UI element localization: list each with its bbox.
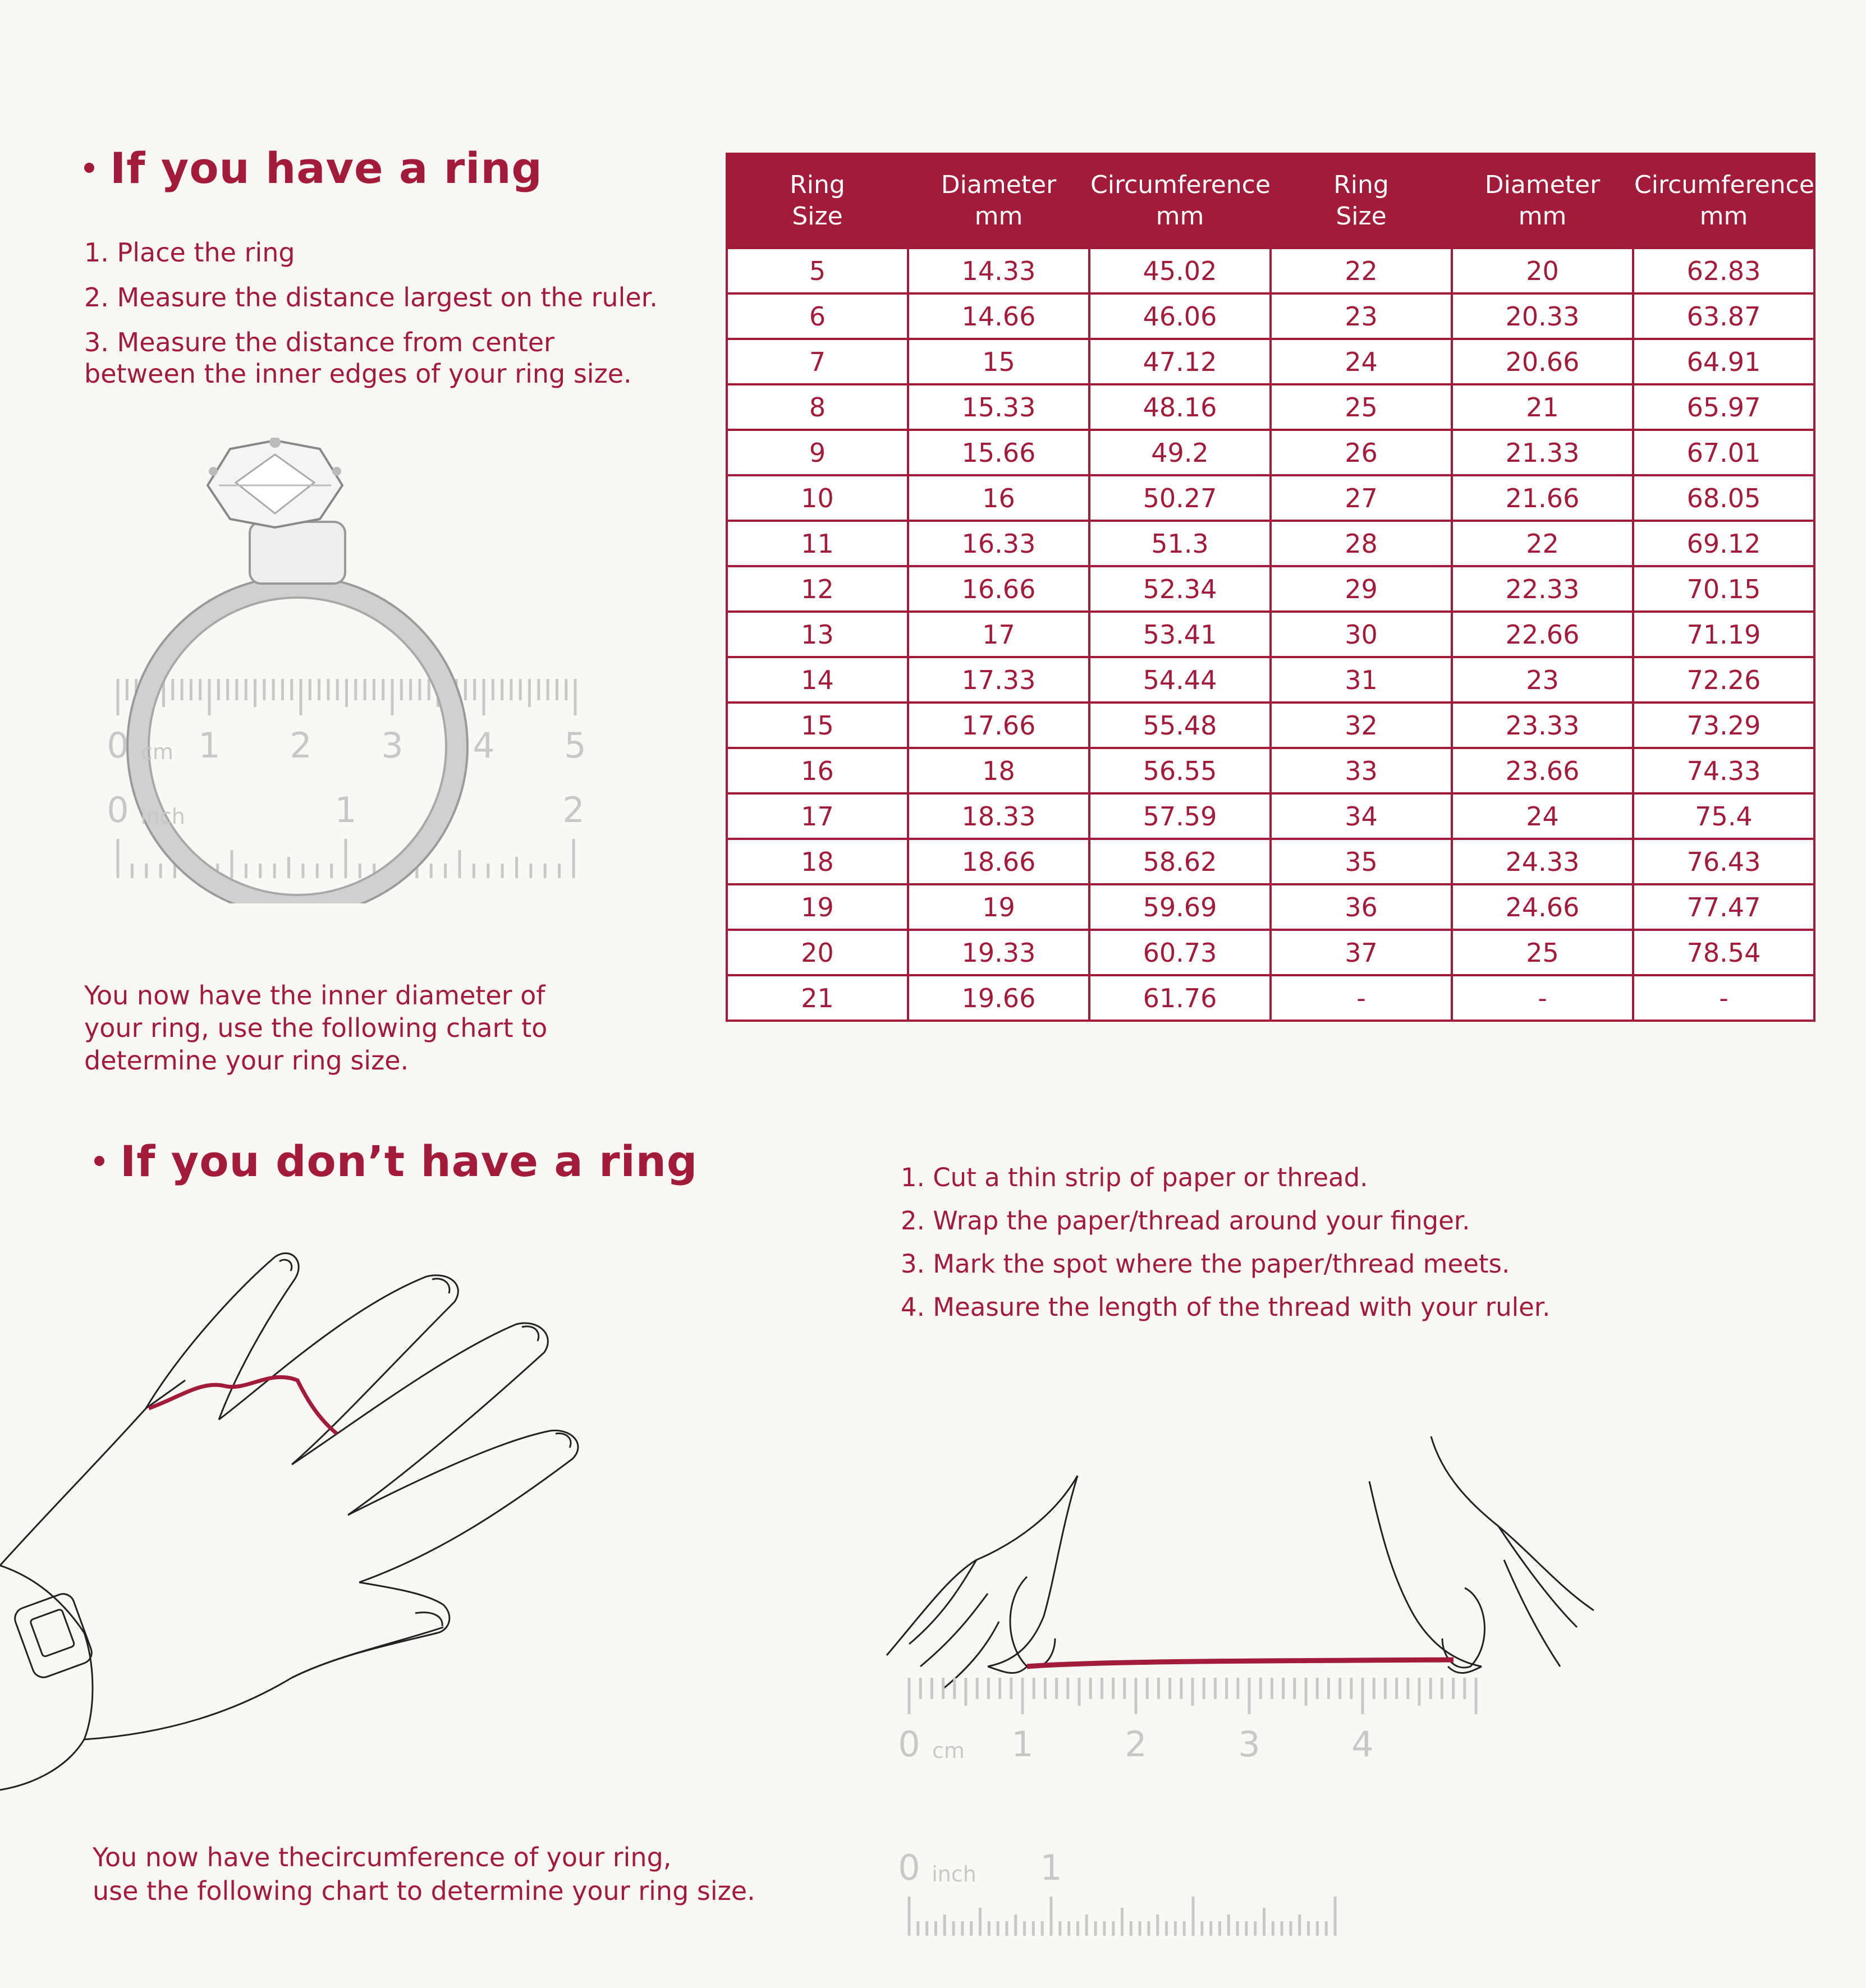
ruler-cm-label: 0 [898, 1724, 920, 1765]
table-cell: 69.12 [1633, 521, 1814, 566]
table-cell: 23.33 [1452, 703, 1633, 748]
table-cell: 28 [1271, 521, 1452, 566]
section2-heading [94, 1136, 698, 1186]
section2-heading-text: If you don’t have a ring [120, 1136, 698, 1186]
table-cell: 22 [1271, 248, 1452, 293]
table-cell: 53.41 [1089, 612, 1271, 657]
table-cell: 22.66 [1452, 612, 1633, 657]
table-cell: 62.83 [1633, 248, 1814, 293]
table-cell: 17.66 [908, 703, 1089, 748]
table-cell: 8 [727, 384, 908, 430]
table-cell: 64.91 [1633, 339, 1814, 384]
ruler-cm-label: 1 [1011, 1724, 1034, 1765]
step-3: 3. Measure the distance from center [84, 327, 554, 357]
table-cell: 73.29 [1633, 703, 1814, 748]
section1-heading-text: If you have a ring [110, 143, 543, 193]
table-cell: 24 [1271, 339, 1452, 384]
table-cell: 24.66 [1452, 884, 1633, 930]
hands-ruler-illustration [875, 1431, 1661, 1936]
table-cell: 47.12 [1089, 339, 1271, 384]
table-cell: 7 [727, 339, 908, 384]
ring-icon [127, 438, 467, 903]
ring-ruler-illustration [90, 438, 651, 903]
section1-steps [84, 230, 658, 396]
table-cell: 59.69 [1089, 884, 1271, 930]
table-cell: 30 [1271, 612, 1452, 657]
table-cell: 56.55 [1089, 748, 1271, 793]
table-row [727, 703, 1814, 748]
table-row [727, 884, 1814, 930]
table-cell: 10 [727, 475, 908, 521]
table-row [727, 566, 1814, 612]
table-cell: 25 [1452, 930, 1633, 975]
ruler-cm-label: 3 [381, 725, 404, 766]
ruler-cm-label: 5 [564, 725, 586, 766]
table-cell: 71.19 [1633, 612, 1814, 657]
table-row [727, 657, 1814, 703]
table-cell: 70.15 [1633, 566, 1814, 612]
ruler1-labels [107, 725, 586, 830]
table-cell: 77.47 [1633, 884, 1814, 930]
table-cell: 34 [1271, 793, 1452, 839]
table-cell: 45.02 [1089, 248, 1271, 293]
table-cell: 26 [1271, 430, 1452, 475]
section2-steps [901, 1156, 1550, 1329]
table-cell: 24 [1452, 793, 1633, 839]
table-cell: 18.66 [908, 839, 1089, 884]
table-row [727, 975, 1814, 1021]
table-cell: 18.33 [908, 793, 1089, 839]
table-cell: 49.2 [1089, 430, 1271, 475]
table-cell: 19 [908, 884, 1089, 930]
step-2: 2. Measure the distance largest on the ruler. [84, 282, 658, 313]
table-row [727, 839, 1814, 884]
step2-1: 1. Cut a thin strip of paper or thread. [901, 1163, 1368, 1192]
table-cell: 75.4 [1633, 793, 1814, 839]
table-cell: 50.27 [1089, 475, 1271, 521]
step2-4: 4. Measure the length of the thread with your ruler. [901, 1292, 1551, 1322]
table-cell: 25 [1271, 384, 1452, 430]
table-cell: 67.01 [1633, 430, 1814, 475]
table-row [727, 384, 1814, 430]
table-row [727, 930, 1814, 975]
table-cell: 5 [727, 248, 908, 293]
note2-line-2: use the following chart to determine your ring size. [93, 1876, 755, 1906]
table-cell: 57.59 [1089, 793, 1271, 839]
ruler-cm-label: 3 [1238, 1724, 1260, 1765]
table-row [727, 293, 1814, 339]
table-row [727, 248, 1814, 293]
ruler-inch-label: 1 [334, 789, 357, 830]
table-cell: 27 [1271, 475, 1452, 521]
header-diameter-2: Diameter mm [1452, 154, 1633, 248]
hand-with-thread-illustration [0, 1240, 606, 1812]
table-cell: 46.06 [1089, 293, 1271, 339]
table-cell: 17 [908, 612, 1089, 657]
ruler-cm-label: 1 [198, 725, 221, 766]
table-row [727, 475, 1814, 521]
table-cell: 68.05 [1633, 475, 1814, 521]
table-row [727, 339, 1814, 384]
note-line-2: your ring, use the following chart to [84, 1013, 548, 1043]
ring-size-table [726, 153, 1815, 1022]
table-cell: 16.33 [908, 521, 1089, 566]
note2-line-1: You now have thecircumference of your ring, [93, 1842, 672, 1872]
section1-note [84, 979, 547, 1077]
table-row [727, 748, 1814, 793]
table-cell: - [1452, 975, 1633, 1021]
table-cell: 63.87 [1633, 293, 1814, 339]
table-cell: 29 [1271, 566, 1452, 612]
table-cell: 15.33 [908, 384, 1089, 430]
table-cell: 20 [727, 930, 908, 975]
table-cell: 22 [1452, 521, 1633, 566]
table-cell: 35 [1271, 839, 1452, 884]
table-cell: 33 [1271, 748, 1452, 793]
hands-holding-thread-icon [887, 1436, 1594, 1689]
table-cell: 15 [908, 339, 1089, 384]
bullet-icon [94, 1156, 104, 1166]
table-header-row [727, 154, 1814, 248]
table-cell: 24.33 [1452, 839, 1633, 884]
table-cell: 37 [1271, 930, 1452, 975]
table-cell: 20.33 [1452, 293, 1633, 339]
table-cell: 23 [1271, 293, 1452, 339]
header-ring-size-2: Ring Size [1271, 154, 1452, 248]
table-cell: 54.44 [1089, 657, 1271, 703]
ruler-inch-label: 0 [898, 1847, 920, 1888]
table-cell: 21.33 [1452, 430, 1633, 475]
table-cell: 23.66 [1452, 748, 1633, 793]
table-cell: 48.16 [1089, 384, 1271, 430]
table-cell: 13 [727, 612, 908, 657]
ruler-inch-label: 2 [562, 789, 585, 830]
step-1: 1. Place the ring [84, 237, 295, 268]
section1-heading [84, 143, 543, 193]
table-cell: 22.33 [1452, 566, 1633, 612]
table-cell: 51.3 [1089, 521, 1271, 566]
table-cell: - [1633, 975, 1814, 1021]
step2-2: 2. Wrap the paper/thread around your finger. [901, 1206, 1470, 1236]
table-cell: 78.54 [1633, 930, 1814, 975]
table-row [727, 793, 1814, 839]
table-cell: 14.66 [908, 293, 1089, 339]
thread-icon [1027, 1660, 1454, 1666]
ruler-cm-label: 2 [290, 725, 312, 766]
table-cell: 17 [727, 793, 908, 839]
table-cell: 76.43 [1633, 839, 1814, 884]
table-cell: 18 [908, 748, 1089, 793]
table-cell: 65.97 [1633, 384, 1814, 430]
table-cell: 23 [1452, 657, 1633, 703]
note-line-1: You now have the inner diameter of [84, 980, 545, 1011]
table-cell: 31 [1271, 657, 1452, 703]
table-cell: 61.76 [1089, 975, 1271, 1021]
header-circumference: Circumference mm [1089, 154, 1271, 248]
table-cell: 20 [1452, 248, 1633, 293]
section2-note [93, 1840, 755, 1908]
table-cell: 17.33 [908, 657, 1089, 703]
table-cell: 55.48 [1089, 703, 1271, 748]
ruler2-ticks [909, 1678, 1476, 1936]
table-cell: 74.33 [1633, 748, 1814, 793]
table-cell: 72.26 [1633, 657, 1814, 703]
ruler-cm-label: 2 [1125, 1724, 1147, 1765]
header-circumference-2: Circumference mm [1633, 154, 1814, 248]
ruler-inch-label: 1 [1040, 1847, 1062, 1888]
ruler-cm-unit: cm [932, 1738, 965, 1763]
table-cell: 6 [727, 293, 908, 339]
header-ring-size: Ring Size [727, 154, 908, 248]
table-cell: 15.66 [908, 430, 1089, 475]
table-cell: 60.73 [1089, 930, 1271, 975]
table-cell: 16.66 [908, 566, 1089, 612]
table-cell: 21 [1452, 384, 1633, 430]
note-line-3: determine your ring size. [84, 1045, 409, 1076]
table-row [727, 521, 1814, 566]
table-cell: 11 [727, 521, 908, 566]
table-cell: 14.33 [908, 248, 1089, 293]
ruler-cm-label: 0 [107, 725, 129, 766]
table-cell: 21 [727, 975, 908, 1021]
table-row [727, 612, 1814, 657]
table-cell: - [1271, 975, 1452, 1021]
table-cell: 32 [1271, 703, 1452, 748]
table-row [727, 430, 1814, 475]
ruler-inch-unit: inch [932, 1862, 976, 1886]
table-cell: 52.34 [1089, 566, 1271, 612]
ruler-inch-unit: inch [140, 804, 185, 829]
ruler-cm-unit: cm [141, 740, 173, 764]
ruler-cm-label: 4 [473, 725, 495, 766]
table-cell: 14 [727, 657, 908, 703]
table-cell: 19.66 [908, 975, 1089, 1021]
table-cell: 58.62 [1089, 839, 1271, 884]
table-cell: 19.33 [908, 930, 1089, 975]
step2-3: 3. Mark the spot where the paper/thread meets. [901, 1249, 1510, 1279]
table-cell: 9 [727, 430, 908, 475]
table-cell: 36 [1271, 884, 1452, 930]
ruler-cm-label: 4 [1351, 1724, 1374, 1765]
table-cell: 12 [727, 566, 908, 612]
ruler-inch-label: 0 [107, 789, 129, 830]
table-cell: 20.66 [1452, 339, 1633, 384]
table-cell: 19 [727, 884, 908, 930]
table-cell: 18 [727, 839, 908, 884]
table-cell: 21.66 [1452, 475, 1633, 521]
header-diameter: Diameter mm [908, 154, 1089, 248]
table-cell: 16 [908, 475, 1089, 521]
table-cell: 16 [727, 748, 908, 793]
ruler2-labels [898, 1724, 1373, 1888]
bullet-icon [84, 163, 94, 173]
step-3-cont: between the inner edges of your ring size. [84, 359, 632, 389]
table-cell: 15 [727, 703, 908, 748]
